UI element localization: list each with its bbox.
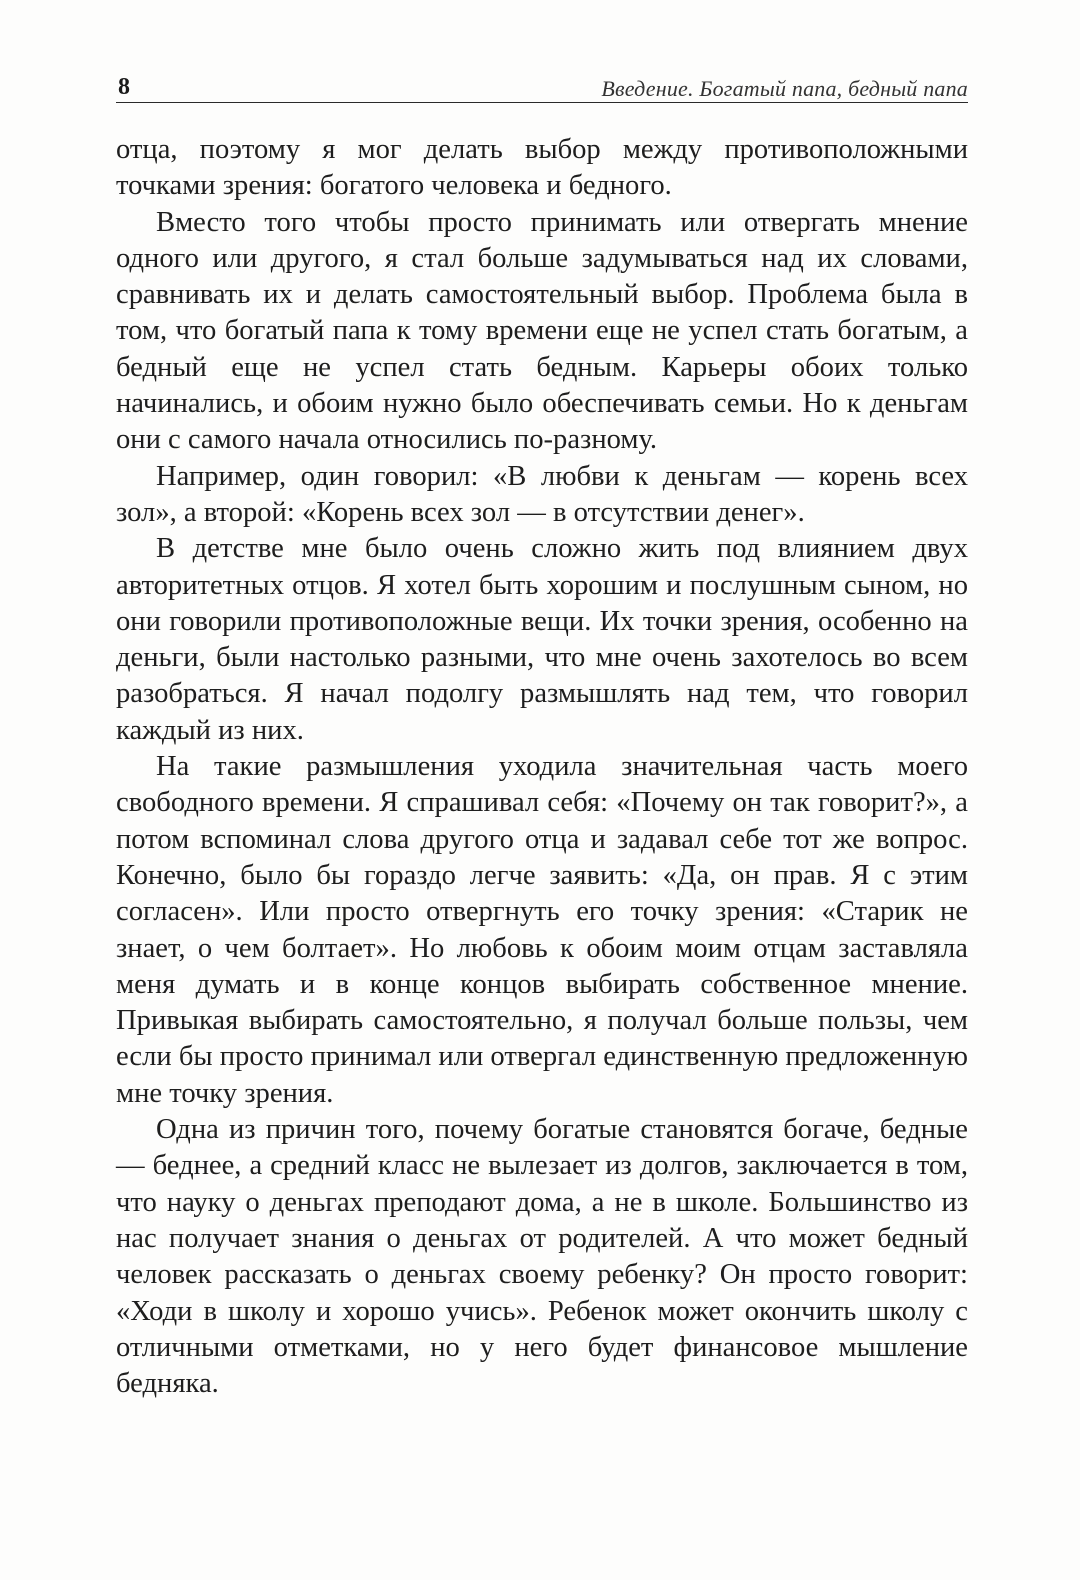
paragraph-5: На такие размышления уходила значительная часть моего свободного времени. Я спрашивал себя: «Почему он так говорит?», а потом вспоминал слова другого отца и задавал себе тот же вопрос. Конечно, было бы гораздо легче заявить: «Да, он прав. Я с этим согласен». Или просто отвергнуть его точку зрения: «Старик не знает, о чем болтает». Но любовь к обоим моим отцам заставляла меня думать и в конце концов выбирать собственное мнение. Привыкая выбирать самостоятельно, я получал больше пользы, чем если бы просто принимал или отвергал единственную предложенную мне точку зрения. <box>116 751 968 1109</box>
page-number: 8 <box>118 74 130 100</box>
paragraph-4: В детстве мне было очень сложно жить под влиянием двух авторитетных отцов. Я хотел быть хорошим и послушным сыном, но они говорили противоположные вещи. Их точки зрения, особенно на деньги, были настолько разными, что мне очень захотелось во всем разобраться. Я начал подолгу размышлять над тем, что говорил каждый из них. <box>116 533 968 746</box>
paragraph-2: Вместо того чтобы просто принимать или отвергать мнение одного или другого, я стал больше задумываться над их словами, сравнивать их и делать самостоятельный выбор. Проблема была в том, что богатый папа к тому времени еще не успел стать богатым, а бедный еще не успел стать бедным. Карьеры обоих только начинались, и обоим нужно было обеспечивать семьи. Но к деньгам они с самого начала относились по-разному. <box>116 206 968 456</box>
text-body <box>116 132 968 1402</box>
paragraph-3: Например, один говорил: «В любви к деньгам — корень всех зол», а второй: «Корень всех зол — в отсутствии денег». <box>116 460 968 528</box>
running-title: Введение. Богатый папа, бедный папа <box>601 76 968 101</box>
paragraph-6: Одна из причин того, почему богатые становятся богаче, бедные — беднее, а средний класс не вылезает из долгов, заключается в том, что науку о деньгах преподают дома, а не в школе. Большинство из нас получает знания о деньгах от родителей. А что может бедный человек рассказать о деньгах своему ребенку? Он просто говорит: «Ходи в школу и хорошо учись». Ребенок может окончить школу с отличными отметками, но у него будет финансовое мышление бедняка. <box>116 1114 968 1400</box>
paragraph-1: отца, поэтому я мог делать выбор между противоположными точками зрения: богатого человека и бедного. <box>116 134 968 202</box>
running-head <box>116 72 968 103</box>
